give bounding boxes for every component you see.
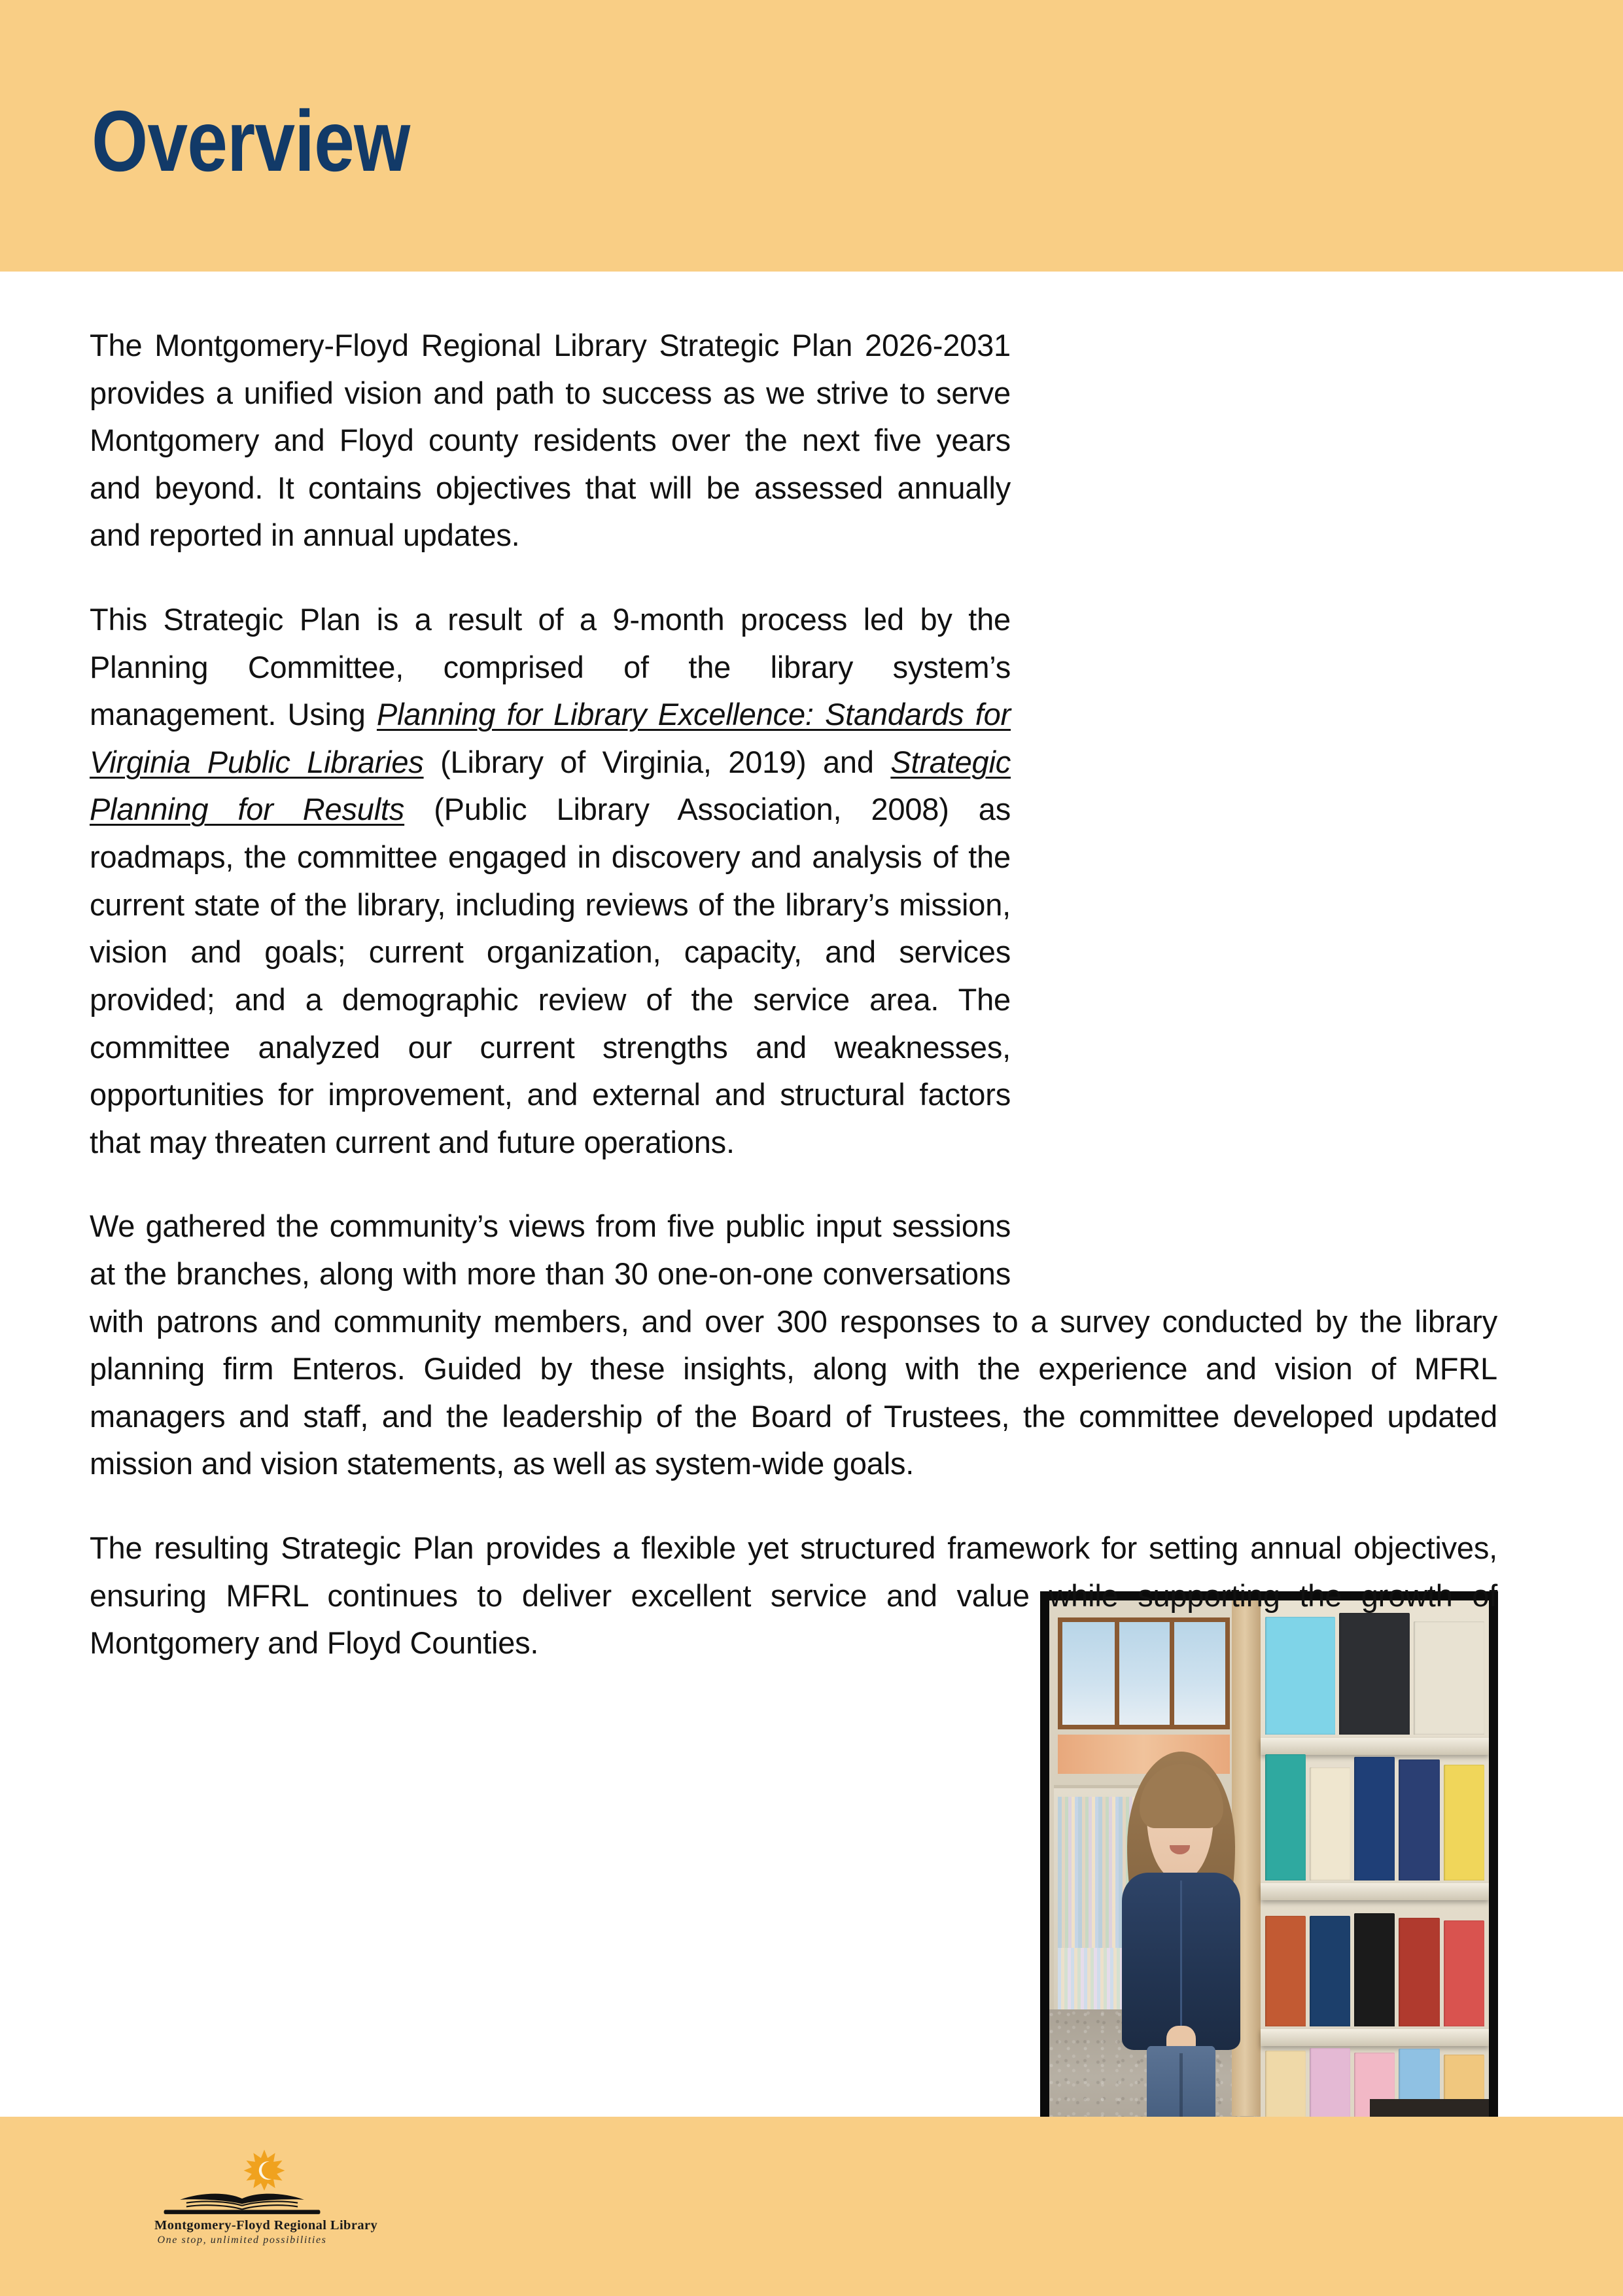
library-logo — [154, 2149, 378, 2260]
page-title: Overview — [92, 93, 410, 189]
photo-child-figure — [1120, 1752, 1243, 2155]
sun-icon — [243, 2149, 285, 2191]
open-book-icon — [154, 2193, 330, 2217]
header-band — [0, 0, 1623, 272]
photo-wrap-spacer — [1039, 688, 1497, 1267]
photo-child-jacket-zipper — [1180, 1881, 1182, 2042]
paragraph-text: We gathered the community’s views from five public input sessions at the branches, along with more than 30 one-on-one conversations with patrons and community members, and over 300 responses to a survey conducted by the library planning firm Enteros. Guided by these insights, along with the experience and vision of MFRL managers and staff, and the leadership of the Board of Trustees, the committee developed updated mission and vision statements, as well as system-wide goals. — [90, 1209, 1497, 1481]
photo-book-row — [1265, 1909, 1484, 2026]
paragraph-text-part: (Library of Virginia, 2019) and — [423, 744, 891, 779]
paragraph-overview-intro — [90, 322, 1497, 559]
paragraph-text: The Montgomery-Floyd Regional Library Strategic Plan 2026-2031 provides a unified vision and path to success as we strive to serve Montgomery and Floyd county residents over the next five years and beyond. It contains objectives that will be assessed annually and reported in annual updates. — [90, 328, 1011, 553]
citation-planning-for-library-excellence: Planning for Library Excellence: Standards for Virginia Public Libraries — [90, 697, 1011, 779]
library-photo-image — [1049, 1600, 1489, 2161]
photo-child-smile — [1170, 1845, 1189, 1854]
paragraph-text-part: This Strategic Plan is a result of a 9-month process led by the Planning Committee, comprised of the library system’s management. Using — [90, 602, 1011, 732]
photo-shelf-board — [1261, 1883, 1489, 1900]
citation-strategic-planning-for-results: Strategic Planning for Results — [90, 744, 1011, 827]
logo-library-name: Montgomery-Floyd Regional Library — [154, 2218, 378, 2233]
paragraph-text-part: (Public Library Association, 2008) as roadmaps, the committee engaged in discovery and analysis of the current state of the library, including reviews of the library’s mission, vision and goals; current organization, capacity, and services provided; and a demographic review of the service area. The committee analyzed our current strengths and weaknesses, opportunities for improvement, and external and structural factors that may threaten current and future operations. — [90, 792, 1011, 1159]
paragraph-resulting-plan — [90, 1525, 1497, 1667]
body-content — [90, 322, 1497, 1667]
photo-display-case — [1261, 1600, 1489, 2161]
logo-tagline: One stop, unlimited possibilities — [157, 2234, 327, 2246]
library-photo — [1040, 1591, 1498, 2170]
photo-book-row — [1265, 1752, 1484, 1881]
paragraph-text: The resulting Strategic Plan provides a flexible yet structured framework for setting annual objectives, ensuring MFRL continues to deliver excellent service and value while supporting the growth of Montgomery and Floyd Counties. — [90, 1530, 1497, 1661]
